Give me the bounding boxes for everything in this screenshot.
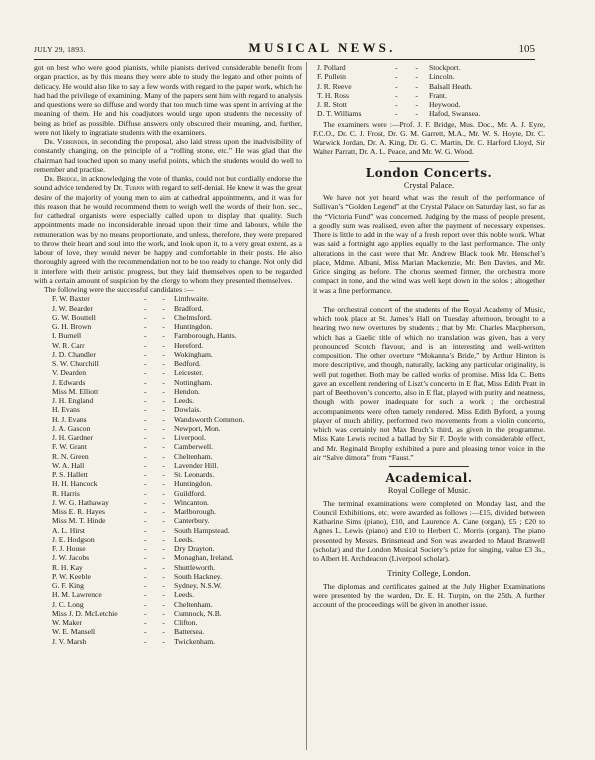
- candidate-row: [34, 368, 302, 377]
- london-concerts-heading: London Concerts.: [365, 165, 493, 180]
- candidate-name: J. W. G. Hathaway: [52, 497, 109, 507]
- candidate-place: Dowlais.: [174, 405, 202, 415]
- candidate-place: Huntingdon.: [174, 479, 213, 489]
- leader-dashes: - -: [144, 627, 172, 637]
- leader-dashes: - -: [144, 377, 172, 387]
- candidate-row: [34, 294, 302, 303]
- candidate-row: [34, 498, 302, 507]
- candidate-name: Miss M. T. Hinde: [52, 516, 106, 526]
- royal-academy-paragraph: The orchestral concert of the students of the Royal Academy of Music, which took place at St. James’s Hall on Tuesday afternoon, brought to a hearing two new overtures by students ; that by Mr. Charles Macpherson, which has a Gaelic title of which no translation was given, has a very pronounced Scotch flavour, and is an interesting and well-written composition. The other overture “Mokanna’s Bride,” by Arthur Hinton is more descriptive, and though, naturally, lacking any particular originality, is well put together. Both may be called works of promise. Miss Ida C. Betts gave an excellent rendering of Liszt’s concerto in E flat, Miss Edith Pratt in part of Beethoven’s concerto, also in E flat, played with purity and neatness, though with power inadequate for such a work ; the orchestral accompaniments were often tamely rendered. Miss Edith Byford, a young player of much ability, performed two movements from a violin concerto, which was certainly not Max Bruch’s third, as given in the programme. Miss Kate Lewis recited a ballad by Sir F. Doyle with considerable effect, and Mr. Reginald Brophy exhibited a pure and pleasing tenor voice in the air “Salve dimora” from “Faust.”: [313, 304, 545, 462]
- leader-dashes: - -: [395, 100, 426, 109]
- leader-dashes: - -: [144, 479, 172, 489]
- candidate-place: Cumnock, N.B.: [174, 608, 222, 618]
- leader-dashes: - -: [144, 553, 172, 563]
- candidate-place: Hendon.: [174, 386, 200, 396]
- candidate-name: J. Pollard: [317, 63, 346, 72]
- candidate-place: Cheltenham.: [174, 451, 213, 461]
- candidate-place: Frant.: [429, 90, 447, 100]
- examiners-paragraph: The examiners were :—Prof. J. F. Bridge, Mus. Doc., Mr. A. J. Eyre, F.C.O., Dr. C. J. Frost, Dr. G. M. Garrett, M.A., Mr. W. S. Hoyte, Dr. C. Warwick Jordan, Dr. A. King, Dr. G. C. Martin, Dr. C. Harford Lloyd, Sir Walter Parratt, Dr. A. L. Peace, and Mr. W. G. Wood.: [313, 119, 545, 157]
- candidate-place: Hereford.: [174, 340, 204, 350]
- leader-dashes: - -: [144, 349, 172, 359]
- candidate-place: Camberwell.: [174, 442, 214, 452]
- candidate-row: [34, 470, 302, 479]
- candidate-name: W. R. Carr: [52, 340, 85, 350]
- candidate-place: Leeds.: [174, 396, 195, 405]
- leader-dashes: - -: [144, 368, 172, 378]
- candidate-row: [34, 322, 302, 331]
- candidate-row: [34, 442, 302, 451]
- leader-dashes: - -: [144, 581, 172, 590]
- candidate-place: Lavender Hill.: [174, 460, 219, 470]
- leader-dashes: - -: [144, 340, 172, 350]
- leader-dashes: - -: [144, 303, 172, 313]
- candidate-name: R. N. Green: [52, 451, 89, 461]
- candidate-place: Chelmsford.: [174, 312, 212, 322]
- candidate-name: W. A. Hall: [52, 460, 85, 470]
- candidate-row: [313, 72, 545, 81]
- candidate-row: [34, 535, 302, 544]
- leader-dashes: - -: [144, 571, 172, 581]
- leader-dashes: - -: [144, 608, 172, 618]
- leader-dashes: - -: [144, 433, 172, 442]
- paragraph-text: , in acknowledging the vote of thanks, could not but cordially endorse the sound advice tendered by Dr.: [34, 174, 302, 193]
- candidate-name: P. S. Hallett: [52, 470, 88, 479]
- candidate-row: [313, 63, 545, 72]
- candidate-name: J. E. Hodgson: [52, 534, 95, 544]
- issue-date: JULY 29, 1893.: [34, 45, 86, 54]
- candidate-row: [34, 304, 302, 313]
- candidate-name: V. Dearden: [52, 368, 87, 378]
- leader-dashes: - -: [144, 470, 172, 479]
- leader-dashes: - -: [144, 590, 172, 600]
- leader-dashes: - -: [144, 359, 172, 368]
- candidate-name: I. Burnell: [52, 331, 82, 341]
- candidate-row: [34, 618, 302, 627]
- candidate-place: Shuttleworth.: [174, 562, 216, 572]
- candidate-row: [313, 91, 545, 100]
- candidate-name: J. H. England: [52, 396, 94, 405]
- candidate-name: Miss E. R. Hayes: [52, 507, 105, 516]
- masthead-title: MUSICAL NEWS.: [248, 40, 396, 55]
- paragraph-text: with regard to self-denial. He knew it was the great desire of the majority of young men to aim at cathedral appointments, and it was for this reason that he would recommend them to weigh well the words of their hon. sec., for cathedral organists were especially called upon to display that quality. Such appointments made no inconsiderable inroad upon their time and labours, while the remuneration was by no means proportionate, and unless, therefore, they were prepared to throw their heart and soul into the work, and look upon it, to a very great extent, as a labour of love, they would never be happy and comfortable in their posts. He also thoroughly agreed with the recommendation not to be too ready to change. Not only did it interfere with their artistic progress, but they laid themselves open to be regarded with a certain amount of suspicion by the clergy to whom they presented themselves.: [34, 183, 302, 285]
- page-number: 105: [518, 43, 535, 55]
- candidate-name: J. D. Chandler: [52, 349, 96, 359]
- candidate-row: [34, 331, 302, 340]
- candidate-name: F. Pullein: [317, 72, 346, 82]
- candidate-place: Heywood.: [429, 100, 461, 109]
- candidate-row: [34, 313, 302, 322]
- candidate-place: Linthwaite.: [174, 294, 209, 304]
- leader-dashes: - -: [395, 109, 426, 119]
- candidate-name: J. W. Jacobs: [52, 553, 90, 563]
- candidate-row: [34, 627, 302, 636]
- candidate-row: [34, 516, 302, 525]
- candidate-name: Miss M. Elliott: [52, 386, 99, 396]
- candidate-place: Dry Drayton.: [174, 544, 215, 553]
- candidate-name: J. A. Gascon: [52, 423, 91, 433]
- left-column: [34, 63, 302, 646]
- trinity-college-heading: Trinity College, London.: [387, 569, 471, 579]
- candidate-name: A. L. Hirst: [52, 525, 85, 535]
- candidate-row: [34, 489, 302, 498]
- candidate-name: R. Harris: [52, 488, 80, 498]
- candidate-row: [34, 350, 302, 359]
- royal-college-paragraph: The terminal examinations were completed on Monday last, and the Council Exhibitions, etc. were awarded as follows :—£15, divided between Katharine Sims (piano), £10, and Laurence A. Cane (organ), £5 ; £20 to Agnes L. Lewis (piano) and £10 to Herbert C. Morris (organ). The piano presented by Messrs. Brinsmead and Son was awarded to Maud Branwell (scholar) and the London Musical Society’s prize for singing, value £3 3s., to Albert H. Archdeacon (Liverpool scholar).: [313, 498, 545, 563]
- leader-dashes: - -: [395, 63, 426, 72]
- candidate-name: H. J. Evans: [52, 414, 87, 424]
- candidate-place: Battersea.: [174, 627, 205, 637]
- candidate-row: [34, 405, 302, 414]
- candidate-name: F. W. Baxter: [52, 294, 90, 304]
- leader-dashes: - -: [144, 396, 172, 405]
- candidate-place: Bedford.: [174, 359, 201, 368]
- crystal-palace-paragraph: We have not yet heard what was the result of the performance of Sullivan’s “Golden Legend” at the Crystal Palace on Saturday last, so far as the “Victoria Fund” was concerned. Judging by the mass of people present, a goodly sum was realised, even after the payment of necessary expenses. There is little to add in the way of a fresh report over this noble work. What was said a fortnight ago applies equally to the last performance. The only alterations in the cast were that Mr. Andrew Black took Mr. Henschel’s place, Mdme. Albani, Miss Marian Mackenzie, Mr. Ben Davies, and Mr. Grice singing as before. The chorus seemed firmer, the orchestra more compact in tone, and the wind was well kept down in the solos ; altogether it was a fine performance.: [313, 193, 545, 295]
- candidate-name: J. R. Stott: [317, 100, 347, 109]
- candidate-place: Marlborough.: [174, 507, 216, 516]
- candidate-row: [34, 452, 302, 461]
- candidate-row: [34, 563, 302, 572]
- leader-dashes: - -: [144, 534, 172, 544]
- candidate-row: [34, 415, 302, 424]
- candidate-row: [34, 507, 302, 516]
- paragraph-organ-practice: got on best who were good pianists, while pianists derived considerable benefit from organ practice, as by this means they were able to study the legato and other points of delicacy. He would also like to say a few words with regard to the paper work, which he had had the privilege of examining. Many of the papers sent him with regard to analysis and questions were so diffuse and wordy that too much time was spent in arriving at the meaning of them. He and his coadjutors would urge upon students the necessity of being as brief as possible. Diffuse answers only obscured their meaning, and, further, were not likely to ingratiate students with the examiners.: [34, 63, 302, 137]
- candidate-place: Lincoln.: [429, 72, 455, 82]
- candidate-place: Leeds.: [174, 590, 195, 600]
- candidate-name: J. Edwards: [52, 377, 86, 387]
- candidate-place: Huntingdon.: [174, 322, 213, 331]
- leader-dashes: - -: [395, 81, 426, 91]
- leader-dashes: - -: [144, 544, 172, 553]
- leader-dashes: - -: [144, 451, 172, 461]
- candidate-row: [34, 387, 302, 396]
- candidate-row: [34, 526, 302, 535]
- speaker-name: Dr. Bridge: [44, 174, 78, 183]
- candidate-name: S. W. Churchill: [52, 359, 99, 368]
- candidate-place: Sydney, N.S.W.: [174, 581, 222, 590]
- candidate-name: G. W. Bouttell: [52, 312, 96, 322]
- candidate-place: Newport, Mon.: [174, 423, 221, 433]
- leader-dashes: - -: [144, 331, 172, 341]
- leader-dashes: - -: [144, 322, 172, 331]
- candidate-name: F. W. Grant: [52, 442, 87, 452]
- leader-dashes: - -: [144, 636, 172, 646]
- candidate-row: [313, 100, 545, 109]
- candidate-row: [313, 82, 545, 91]
- candidates-list-continued: [313, 63, 545, 119]
- candidate-name: J. W. Bearder: [52, 303, 93, 313]
- candidate-place: Guildford.: [174, 488, 206, 498]
- crystal-palace-heading: Crystal Palace.: [403, 180, 455, 190]
- candidate-name: T. H. Ross: [317, 90, 349, 100]
- candidates-list: [34, 294, 302, 646]
- candidate-row: [34, 359, 302, 368]
- candidate-name: H. H. Hancock: [52, 479, 98, 489]
- candidate-row: [313, 109, 545, 118]
- candidate-row: [34, 461, 302, 470]
- leader-dashes: - -: [395, 72, 426, 82]
- candidate-row: [34, 600, 302, 609]
- candidate-row: [34, 378, 302, 387]
- candidate-row: [34, 544, 302, 553]
- candidate-name: J. V. Marsh: [52, 636, 87, 646]
- candidate-place: Leeds.: [174, 534, 195, 544]
- leader-dashes: - -: [144, 442, 172, 452]
- candidate-name: P. W. Keeble: [52, 571, 91, 581]
- paragraph-text: , in seconding the proposal, also laid stress upon the inadvisibility of constantly changing, on the principle of a “rolling stone, etc.” He was glad that the chairman had touched upon so many useful points, which the students would do well to remember and practise.: [34, 137, 303, 174]
- leader-dashes: - -: [144, 507, 172, 516]
- candidate-row: [34, 341, 302, 350]
- candidate-row: [34, 479, 302, 488]
- candidate-row: [34, 433, 302, 442]
- candidate-name: Miss J. D. McLetchie: [52, 608, 118, 618]
- candidate-row: [34, 590, 302, 599]
- candidate-place: Wokingham.: [174, 349, 213, 359]
- speaker-name: Dr. Verrinder: [44, 137, 88, 146]
- candidate-place: Stockport.: [429, 63, 461, 72]
- candidate-place: Nottingham.: [174, 377, 213, 387]
- leader-dashes: - -: [144, 618, 172, 627]
- candidate-place: Leicester.: [174, 368, 204, 378]
- page-header: [34, 40, 535, 58]
- speaker-name: Turpin: [124, 183, 145, 193]
- candidates-intro: The following were the successful candidates :—: [44, 285, 194, 294]
- candidate-place: South Hampstead.: [174, 525, 230, 535]
- academical-heading: Academical.: [385, 471, 473, 485]
- leader-dashes: - -: [144, 405, 172, 415]
- candidate-row: [34, 424, 302, 433]
- leader-dashes: - -: [144, 525, 172, 535]
- candidate-place: Liverpool.: [174, 433, 206, 442]
- candidate-name: R. H. Kay: [52, 562, 83, 572]
- candidate-place: South Hackney.: [174, 571, 223, 581]
- candidate-name: G. H. Brown: [52, 322, 92, 331]
- candidate-name: H. Evans: [52, 405, 80, 415]
- leader-dashes: - -: [144, 414, 172, 424]
- candidate-place: Bradford.: [174, 303, 204, 313]
- leader-dashes: - -: [144, 516, 172, 526]
- leader-dashes: - -: [144, 497, 172, 507]
- candidate-place: Canterbury.: [174, 516, 210, 526]
- candidate-name: J. C. Long: [52, 599, 84, 609]
- candidate-place: Hafod, Swansea.: [429, 109, 481, 119]
- candidate-place: St. Leonards.: [174, 470, 215, 479]
- candidate-name: F. J. House: [52, 544, 86, 553]
- candidate-place: Cheltenham.: [174, 599, 213, 609]
- right-column: [313, 63, 545, 609]
- candidate-name: J. R. Reeve: [317, 81, 352, 91]
- leader-dashes: - -: [395, 90, 426, 100]
- candidate-place: Farnborough, Hants.: [174, 331, 237, 341]
- trinity-college-paragraph: The diplomas and certificates gained at the July Higher Examinations were presented by the warden, Dr. E. H. Turpin, on the 25th. A further account of the proceedings will be given in another issue.: [313, 581, 545, 609]
- royal-college-heading: Royal College of Music.: [387, 486, 471, 496]
- candidate-row: [34, 553, 302, 562]
- candidate-place: Twickenham.: [174, 636, 216, 646]
- candidate-place: Clifton.: [174, 618, 198, 627]
- candidate-name: W. E. Mansell: [52, 627, 96, 637]
- section-rule: [389, 300, 469, 301]
- leader-dashes: - -: [144, 460, 172, 470]
- leader-dashes: - -: [144, 562, 172, 572]
- column-divider: [306, 62, 307, 750]
- candidate-name: J. H. Gardner: [52, 433, 93, 442]
- candidate-row: [34, 581, 302, 590]
- candidate-name: W. Maker: [52, 618, 83, 627]
- candidate-row: [34, 637, 302, 646]
- leader-dashes: - -: [144, 423, 172, 433]
- paragraph-bridge: [34, 174, 302, 285]
- candidate-name: H. M. Lawrence: [52, 590, 102, 600]
- header-rule: [34, 59, 535, 60]
- candidate-place: Wincanton.: [174, 497, 209, 507]
- leader-dashes: - -: [144, 599, 172, 609]
- candidate-place: Monaghan, Ireland.: [174, 553, 234, 563]
- candidate-row: [34, 609, 302, 618]
- candidate-place: Wandsworth Common.: [174, 414, 245, 424]
- section-rule: [389, 466, 469, 467]
- paragraph-verrinder: [34, 137, 302, 174]
- candidate-place: Balsall Heath.: [429, 81, 473, 91]
- leader-dashes: - -: [144, 312, 172, 322]
- section-rule: [389, 161, 469, 162]
- candidate-name: G. F. King: [52, 581, 84, 590]
- candidate-row: [34, 396, 302, 405]
- candidate-name: D. T. Williams: [317, 109, 362, 119]
- leader-dashes: - -: [144, 488, 172, 498]
- leader-dashes: - -: [144, 386, 172, 396]
- leader-dashes: - -: [144, 294, 172, 304]
- candidate-row: [34, 572, 302, 581]
